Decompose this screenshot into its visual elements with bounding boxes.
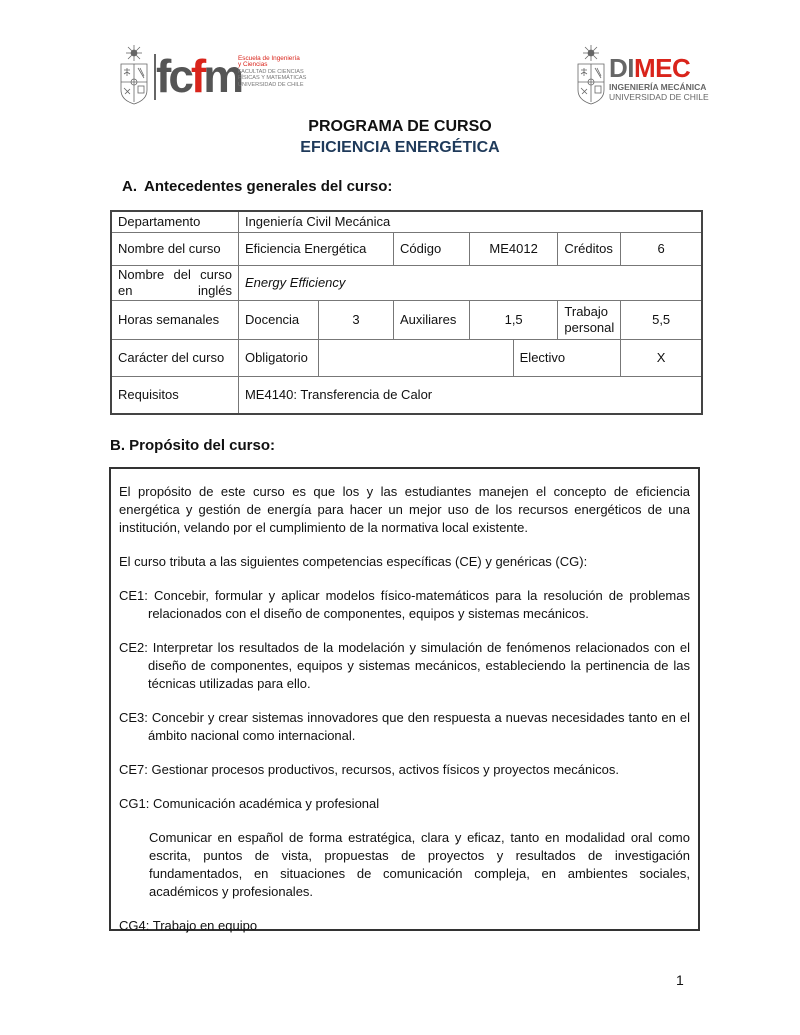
dimec-logo xyxy=(575,44,709,106)
competencia-ce2: CE2: Interpretar los resultados de la modelación y simulación de fenómenos relacionados con el diseño de componentes, equipos y sistemas mecánicos, estableciendo la pertinencia de las técnicas utilizadas para ello. xyxy=(119,640,690,691)
electivo-value: X xyxy=(621,340,702,377)
table-row xyxy=(111,301,702,340)
auxiliares-label: Auxiliares xyxy=(393,301,469,340)
table-row xyxy=(111,266,702,301)
fcfm-tagline: Escuela de Ingeniería y Ciencias FACULTAD DE CIENCIAS FÍSICAS Y MATEMÁTICAS UNIVERSIDAD DE CHILE xyxy=(238,55,307,88)
fcfm-logo xyxy=(118,44,308,106)
competencia-cg1-description: Comunicar en español de forma estratégica, clara y eficaz, tanto en modalidad oral como escrita, puntos de vista, propuestas de proyectos y resultados de investigación fundamentados, en situaciones de comunicación compleja, en ambientes sociales, académicos y profesionales. xyxy=(149,830,690,899)
docencia-label: Docencia xyxy=(238,301,318,340)
competencia-ce3: CE3: Concebir y crear sistemas innovadores que den respuesta a nuevas necesidades tanto en el ámbito nacional como internacional. xyxy=(119,710,690,743)
departamento-label: Departamento xyxy=(111,211,238,233)
university-crest-icon xyxy=(575,44,607,106)
obligatorio-label: Obligatorio xyxy=(238,340,318,377)
table-row xyxy=(111,340,702,377)
departamento-value: Ingeniería Civil Mecánica xyxy=(238,211,702,233)
docencia-value: 3 xyxy=(318,301,393,340)
course-info-table xyxy=(110,210,703,415)
purpose-box xyxy=(109,467,700,931)
table-row xyxy=(111,211,702,233)
university-crest-icon xyxy=(118,44,150,106)
purpose-intro: El propósito de este curso es que los y las estudiantes manejen el concepto de eficiencia energética y gestión de energía para hacer un mejor uso de los recursos energéticos de una institución, velando por el cumplimiento de la normativa local existente. xyxy=(119,484,690,535)
section-a-heading: A. Antecedentes generales del curso: xyxy=(122,178,393,195)
trabajo-value: 5,5 xyxy=(621,301,702,340)
electivo-label: Electivo xyxy=(513,340,621,377)
section-b-heading: B. Propósito del curso: xyxy=(110,437,276,454)
dimec-department: INGENIERÍA MECÁNICA xyxy=(609,82,707,92)
competencia-ce7: CE7: Gestionar procesos productivos, recursos, activos físicos y proyectos mecánicos. xyxy=(119,762,619,777)
page-number: 1 xyxy=(676,972,684,988)
course-title: EFICIENCIA ENERGÉTICA xyxy=(300,139,500,156)
creditos-label: Créditos xyxy=(558,233,621,266)
caracter-label: Carácter del curso xyxy=(111,340,238,377)
creditos-value: 6 xyxy=(621,233,702,266)
codigo-label: Código xyxy=(393,233,469,266)
codigo-value: ME4012 xyxy=(469,233,558,266)
fcfm-wordmark: fcfm xyxy=(156,50,242,102)
horas-label: Horas semanales xyxy=(111,301,238,340)
nombre-ingles-value: Energy Efficiency xyxy=(238,266,702,301)
competencia-cg1: CG1: Comunicación académica y profesional xyxy=(119,796,380,811)
nombre-label: Nombre del curso xyxy=(111,233,238,266)
competencia-cg4: CG4: Trabajo en equipo xyxy=(119,918,258,933)
requisitos-label: Requisitos xyxy=(111,377,238,415)
table-row xyxy=(111,233,702,266)
dimec-university: UNIVERSIDAD DE CHILE xyxy=(609,92,709,102)
nombre-value: Eficiencia Energética xyxy=(238,233,393,266)
page-title: PROGRAMA DE CURSO xyxy=(308,118,492,135)
competencia-ce1: CE1: Concebir, formular y aplicar modelos físico-matemáticos para la resolución de problemas relacionados con el diseño de componentes, equipos y sistemas mecánicos. xyxy=(119,588,690,621)
competencias-intro: El curso tributa a las siguientes competencias específicas (CE) y genéricas (CG): xyxy=(119,554,588,569)
obligatorio-value xyxy=(318,340,513,377)
table-row xyxy=(111,377,702,415)
auxiliares-value: 1,5 xyxy=(469,301,558,340)
nombre-ingles-label: Nombre del curso en inglés xyxy=(111,266,238,301)
trabajo-label: Trabajo personal xyxy=(558,301,621,340)
requisitos-value: ME4140: Transferencia de Calor xyxy=(238,377,702,415)
dimec-wordmark: DIMEC xyxy=(609,53,691,83)
